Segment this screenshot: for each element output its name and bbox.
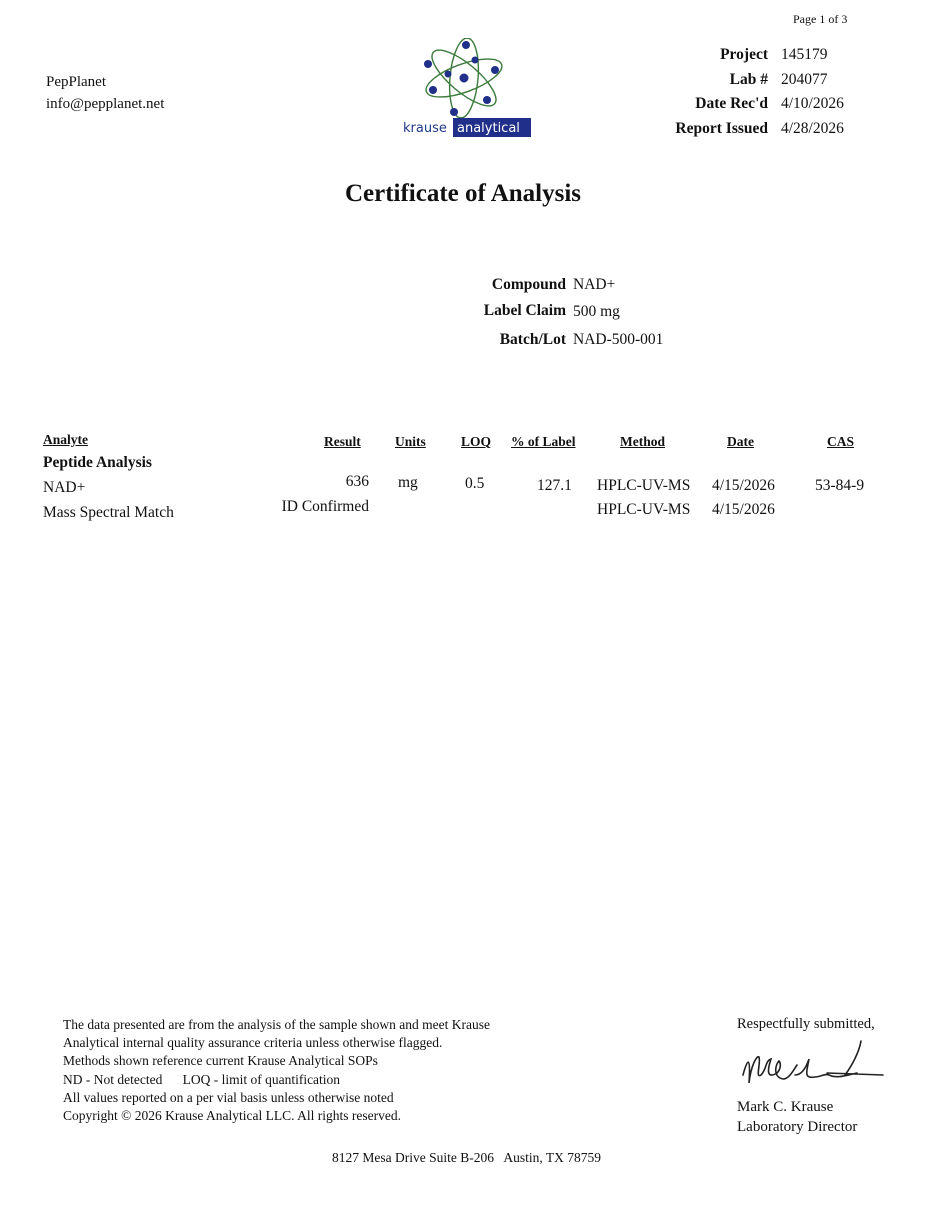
note-line: The data presented are from the analysis of the sample shown and meet Krause xyxy=(63,1017,490,1032)
header-cas: CAS xyxy=(827,434,855,449)
row-result: ID Confirmed xyxy=(281,498,369,515)
handwritten-signature-icon xyxy=(737,1035,887,1097)
note-line: All values reported on a per vial basis unless otherwise noted xyxy=(63,1089,394,1105)
signer-title: Laboratory Director xyxy=(737,1119,858,1135)
krause-analytical-logo xyxy=(400,38,540,142)
compound-value: NAD+ xyxy=(573,276,616,293)
project-label: Project xyxy=(720,46,768,63)
note-line: Methods shown reference current Krause Analytical SOPs xyxy=(63,1053,378,1069)
compound-label: Compound xyxy=(491,276,566,293)
section-heading: Peptide Analysis xyxy=(43,454,152,471)
row-date: 4/15/2026 xyxy=(712,477,775,494)
header-analyte: Analyte xyxy=(43,432,88,447)
header-loq: LOQ xyxy=(461,434,492,449)
document-title: Certificate of Analysis xyxy=(344,180,582,207)
svg-text:krause: krause xyxy=(403,121,447,136)
lab-number-value: 204077 xyxy=(781,70,828,88)
report-meta-values xyxy=(781,46,901,144)
svg-text:analytical: analytical xyxy=(457,121,520,136)
row-method: HPLC-UV-MS xyxy=(597,501,691,518)
row-analyte: NAD+ xyxy=(43,479,86,496)
signature-block xyxy=(737,1016,887,1136)
row-percent-label: 127.1 xyxy=(537,477,572,494)
row-result: 636 xyxy=(345,473,369,490)
batch-lot-value: NAD-500-001 xyxy=(573,331,664,348)
lab-address: 8127 Mesa Drive Suite B-206 Austin, TX 78759 xyxy=(332,1150,601,1165)
report-issued-label: Report Issued xyxy=(675,119,768,137)
row-date: 4/15/2026 xyxy=(712,501,775,518)
project-value: 145179 xyxy=(781,46,828,63)
note-line: ND - Not detected LOQ - limit of quantification xyxy=(63,1071,341,1087)
batch-lot-label: Batch/Lot xyxy=(499,331,566,348)
date-received-value: 4/10/2026 xyxy=(781,95,844,112)
header-method: Method xyxy=(620,434,665,449)
date-received-label: Date Rec'd xyxy=(695,95,768,112)
header-percent-label: % of Label xyxy=(511,434,576,449)
lab-number-label: Lab # xyxy=(729,70,768,88)
report-issued-value: 4/28/2026 xyxy=(781,119,844,137)
header-units: Units xyxy=(395,434,426,449)
signer-name: Mark C. Krause xyxy=(737,1099,834,1115)
row-analyte: Mass Spectral Match xyxy=(43,504,174,521)
client-block xyxy=(46,71,164,115)
label-claim-value: 500 mg xyxy=(573,303,620,320)
note-line: Copyright © 2026 Krause Analytical LLC. All rights reserved. xyxy=(63,1108,401,1124)
footer-notes xyxy=(63,1016,490,1125)
report-meta-labels xyxy=(560,46,768,144)
row-method: HPLC-UV-MS xyxy=(597,477,691,494)
client-name: PepPlanet xyxy=(46,74,106,90)
header-date: Date xyxy=(727,434,754,449)
client-email: info@pepplanet.net xyxy=(46,96,165,112)
submitted-text: Respectfully submitted, xyxy=(737,1016,875,1032)
row-units: mg xyxy=(398,474,418,491)
row-cas: 53-84-9 xyxy=(815,477,865,494)
atom-logo-icon xyxy=(400,38,540,142)
label-claim-label: Label Claim xyxy=(483,302,566,319)
page-indicator: Page 1 of 3 xyxy=(793,12,848,26)
row-loq: 0.5 xyxy=(465,475,485,492)
note-line: Analytical internal quality assurance criteria unless otherwise flagged. xyxy=(63,1035,443,1051)
header-result: Result xyxy=(324,434,361,449)
